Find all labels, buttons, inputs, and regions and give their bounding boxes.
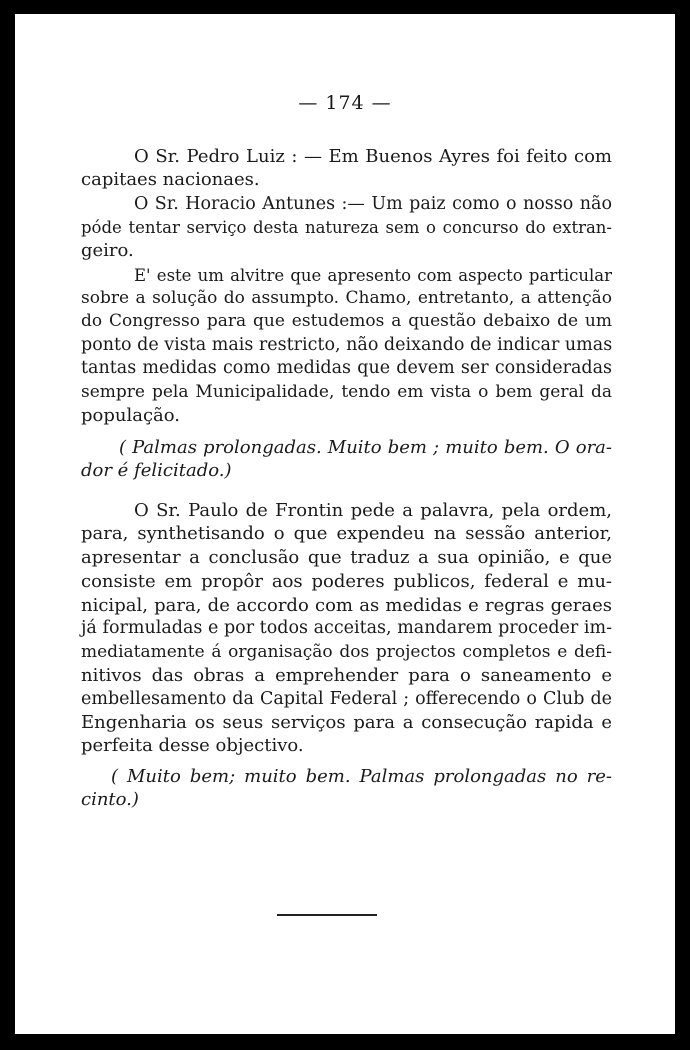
page-number: — 174 — bbox=[298, 92, 392, 114]
text-line: capitaes nacionaes. bbox=[81, 169, 260, 190]
text-line: perfeita desse objectivo. bbox=[81, 735, 304, 756]
stage-direction-line: cinto.) bbox=[81, 789, 139, 810]
text-line: sobre a solução do assumpto. Chamo, entretanto, a attenção bbox=[81, 288, 612, 308]
text-line: ponto de vista mais restricto, não deixando de indicar umas bbox=[81, 335, 613, 355]
stage-direction-line: ( Palmas prolongadas. Muito bem ; muito bem. O ora- bbox=[119, 437, 612, 458]
text-line: embellesamento da Capital Federal ; offerecendo o Club de bbox=[81, 689, 612, 709]
closing-rule bbox=[277, 914, 377, 916]
text-line: do Congresso para que estudemos a questão debaixo de um bbox=[81, 311, 612, 331]
text-line: póde tentar serviço desta natureza sem o concurso do extran- bbox=[81, 218, 612, 237]
text-line: Engenharia os seus serviços para a consecução rapida e bbox=[81, 712, 612, 733]
text-line: população. bbox=[81, 405, 181, 426]
book-page bbox=[15, 14, 675, 1034]
text-line: já formuladas e por todos acceitas, mandarem proceder im- bbox=[81, 618, 612, 638]
text-line: mediatamente á organisação dos projectos completos e defi- bbox=[81, 642, 612, 662]
text-line: tantas medidas como medidas que devem ser consideradas bbox=[81, 358, 612, 378]
text-line: O Sr. Horacio Antunes :— Um paiz como o nosso não bbox=[134, 194, 612, 214]
text-line: nicipal, para, de accordo com as medidas e regras geraes bbox=[81, 595, 612, 616]
text-line: E' este um alvitre que apresento com aspecto particular bbox=[134, 266, 612, 285]
stage-direction-line: dor é felicitado.) bbox=[81, 460, 232, 481]
text-line: consiste em propôr aos poderes publicos, federal e mu- bbox=[81, 571, 612, 592]
text-line: O Sr. Pedro Luiz : — Em Buenos Ayres foi feito com bbox=[134, 146, 612, 167]
text-line: nitivos das obras a emprehender para o saneamento e bbox=[81, 665, 612, 686]
text-line: geiro. bbox=[81, 240, 134, 261]
text-line: O Sr. Paulo de Frontin pede a palavra, pela ordem, bbox=[134, 500, 612, 521]
text-line: para, synthetisando o que expendeu na sessão anterior, bbox=[81, 523, 612, 544]
text-line: sempre pela Municipalidade, tendo em vista o bem geral da bbox=[81, 382, 612, 402]
stage-direction-line: ( Muito bem; muito bem. Palmas prolongadas no re- bbox=[111, 766, 612, 787]
text-line: apresentar a conclusão que traduz a sua opinião, e que bbox=[81, 547, 612, 568]
